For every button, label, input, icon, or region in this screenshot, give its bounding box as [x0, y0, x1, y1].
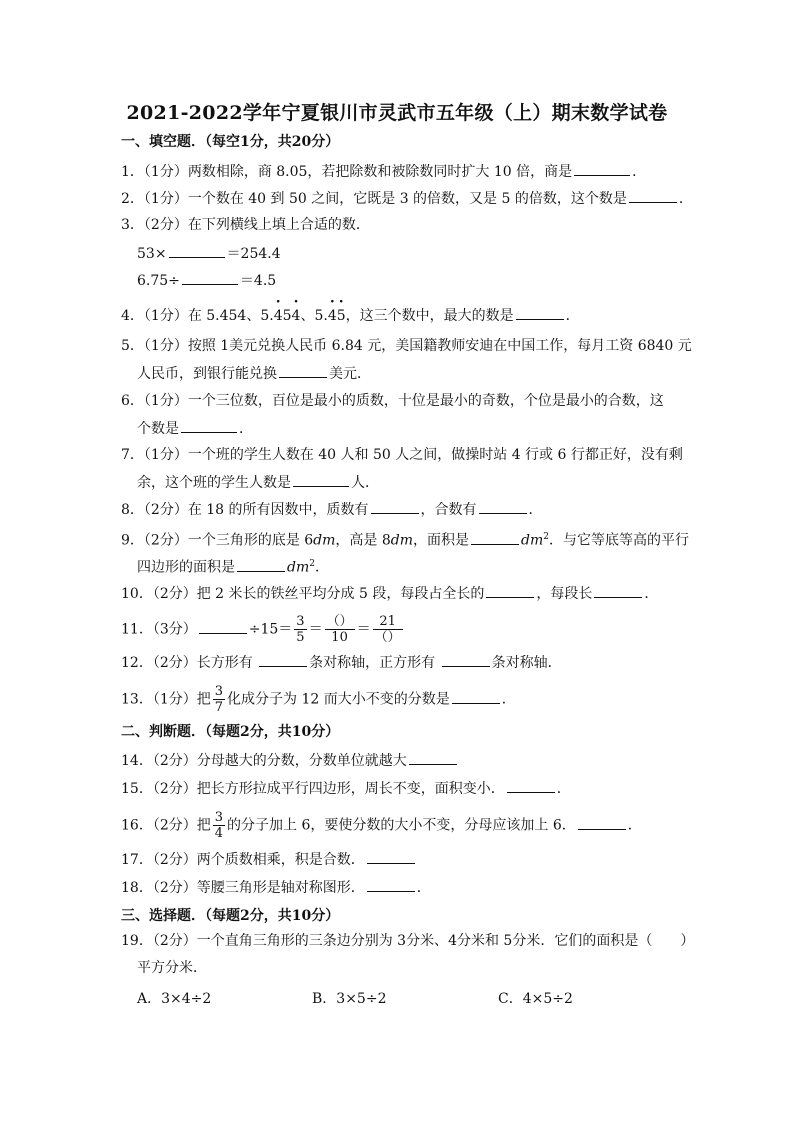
numerator: 3: [214, 810, 224, 825]
question-18: [121, 877, 431, 898]
text: ＝4.5: [239, 273, 277, 289]
text: 人民币，到银行能兑换: [137, 366, 277, 382]
repeating-digit: [327, 294, 337, 326]
answer-blank[interactable]: [486, 583, 534, 598]
question-10: [121, 583, 658, 604]
answer-blank[interactable]: [199, 619, 247, 634]
text: 6.75÷: [137, 273, 180, 289]
answer-blank[interactable]: [578, 815, 626, 830]
question-17: [121, 849, 417, 870]
repeating-digit: [273, 294, 283, 326]
unit: dm: [313, 532, 336, 549]
text: ．与它等底等高的平行: [549, 532, 690, 549]
question-7: 7．（1分）一个班的学生人数在 40 人和 50 人之间，做操时站 4 行或 6 行都正好，没有剩: [121, 447, 683, 463]
answer-blank[interactable]: [452, 689, 500, 704]
question-6: 6．（1分）一个三位数，百位是最小的质数，十位是最小的奇数，个位是最小的合数，这: [121, 393, 664, 409]
page-title: 2021-2022学年宁夏银川市灵武市五年级（上）期末数学试卷: [126, 102, 668, 124]
text: 条对称轴．: [491, 655, 562, 671]
repeating-digit: [291, 294, 301, 326]
text: ，高是 8: [335, 532, 391, 549]
denominator: 7: [214, 700, 224, 715]
answer-blank[interactable]: [507, 778, 555, 793]
punct: ．: [644, 586, 659, 602]
question-3: 3．（2分）在下列横线上填上合适的数．: [121, 217, 370, 233]
question-15-text: 15．（2分）把长方形拉成平行四边形，周长不变，面积变小．: [121, 781, 505, 797]
question-5-line-2: [137, 363, 371, 384]
question-7-line-2: [137, 472, 379, 493]
text: 、5.: [300, 308, 328, 324]
unit: dm: [521, 532, 544, 549]
digit: 4: [327, 308, 337, 324]
question-3-line-2: [137, 270, 276, 291]
question-5: 5．（1分）按照 1美元兑换人民币 6.84 元，美国籍教师安迪在中国工作，每月工资 6840 元: [121, 338, 692, 354]
answer-blank[interactable]: [594, 583, 642, 598]
text: 个数是: [137, 421, 179, 437]
question-12-text: 12．（2分）长方形有: [121, 655, 258, 671]
exponent: 2: [309, 559, 315, 569]
question-13-text: 13．（1分）把: [121, 691, 211, 708]
question-4-text: 4．（1分）在 5.454、5.: [121, 308, 274, 324]
equals: ＝: [356, 621, 371, 638]
question-19-line-2: 平方分米．: [137, 960, 207, 976]
repeat-dot: ·: [275, 294, 281, 310]
answer-blank[interactable]: [181, 418, 237, 433]
question-12: [121, 652, 562, 673]
punct: ．: [501, 691, 516, 708]
fraction: [373, 614, 403, 645]
option-b[interactable]: B．3×5÷2: [312, 991, 387, 1007]
question-14-text: 14．（2分）分母越大的分数，分数单位就越大: [121, 753, 407, 769]
answer-blank[interactable]: [629, 188, 677, 203]
punct: ．: [314, 559, 329, 576]
answer-blank[interactable]: [237, 557, 285, 572]
answer-blank[interactable]: [479, 499, 527, 514]
digit: 4: [273, 308, 283, 324]
question-8-text: 8．（2分）在 18 的所有因数中，质数有: [121, 502, 369, 518]
digit: 5: [336, 308, 346, 324]
answer-blank[interactable]: [409, 750, 457, 765]
text: 53×: [137, 246, 167, 262]
text: 的分子加上 6，要使分数的大小不变，分母应该加上 6．: [227, 817, 576, 834]
answer-blank[interactable]: [516, 305, 564, 320]
repeat-dot: ·: [293, 294, 299, 310]
question-3-line-1: [137, 243, 281, 264]
answer-blank[interactable]: [442, 652, 490, 667]
section-fill-blank-heading: 一、填空题．（每空1分，共20分）: [121, 134, 340, 150]
punct: ．: [556, 781, 571, 797]
fraction: [294, 614, 306, 645]
punct: ．: [678, 191, 693, 207]
repeat-dot: ·: [329, 294, 335, 310]
answer-blank[interactable]: [471, 530, 519, 545]
denominator: （）: [374, 630, 401, 645]
question-2-text: 2．（1分）一个数在 40 到 50 之间，它既是 3 的倍数，又是 5 的倍数，这个数是: [121, 191, 627, 207]
question-9-line-2: [137, 554, 329, 578]
question-1-text: 1．（1分）两数相除，商 8.05，若把除数和被除数同时扩大 10 倍，商是: [121, 164, 573, 180]
text: ÷15＝: [248, 621, 293, 638]
section-true-false-heading: 二、判断题．（每题2分，共10分）: [121, 724, 340, 740]
text: ，面积是: [413, 532, 470, 549]
denominator: 10: [331, 630, 348, 645]
numerator: （）: [326, 614, 353, 629]
question-2: [121, 188, 693, 209]
question-1: [121, 161, 646, 182]
answer-blank[interactable]: [259, 652, 307, 667]
question-9: [121, 527, 689, 551]
fraction: [213, 810, 225, 841]
repeating-digit: [336, 294, 346, 326]
text: 美元．: [329, 366, 371, 382]
section-choice-heading: 三、选择题．（每题2分，共10分）: [121, 908, 340, 924]
punct: ．: [416, 880, 431, 896]
question-11-text: 11．（3分）: [121, 621, 197, 638]
fraction: [213, 684, 225, 715]
question-17-text: 17．（2分）两个质数相乘，积是合数．: [121, 852, 365, 868]
question-14: [121, 750, 459, 771]
question-6-line-2: [137, 418, 253, 439]
answer-blank[interactable]: [367, 877, 415, 892]
option-a[interactable]: A．3×4÷2: [137, 991, 212, 1007]
digit: 4: [291, 308, 301, 324]
answer-blank[interactable]: [293, 472, 349, 487]
numerator: 3: [296, 614, 305, 629]
question-16: [121, 810, 642, 841]
question-16-text: 16．（2分）把: [121, 817, 211, 834]
exponent: 2: [543, 532, 550, 542]
question-8: [121, 499, 543, 520]
punct: ．: [632, 164, 647, 180]
question-18-text: 18．（2分）等腰三角形是轴对称图形．: [121, 880, 365, 896]
text: 四边形的面积是: [137, 559, 235, 576]
question-4: [121, 294, 580, 326]
answer-blank[interactable]: [279, 363, 327, 378]
question-13: [121, 684, 516, 715]
numerator: 21: [373, 614, 403, 630]
text: ，合数有: [420, 502, 477, 518]
question-15: [121, 778, 571, 799]
unit: dm: [287, 559, 310, 576]
answer-blank[interactable]: [371, 499, 419, 514]
punct: ．: [565, 308, 580, 324]
answer-blank[interactable]: [169, 243, 225, 258]
answer-blank[interactable]: [574, 161, 630, 176]
punct: ．: [627, 817, 642, 834]
answer-blank[interactable]: [182, 270, 238, 285]
text: ，每段长: [536, 586, 593, 602]
repeat-dot: ·: [338, 294, 344, 310]
numerator: 3: [214, 684, 224, 699]
text: 余，这个班的学生人数是: [137, 475, 291, 491]
equals: ＝: [308, 621, 323, 638]
answer-blank[interactable]: [367, 849, 415, 864]
punct: ．: [239, 421, 253, 437]
text: ＝254.4: [226, 246, 281, 262]
text: 条对称轴，正方形有: [309, 655, 440, 671]
text: 人．: [351, 475, 379, 491]
question-19: 19．（2分）一个直角三角形的三条边分别为 3分米、4分米和 5分米．它们的面积是（ ）: [121, 933, 695, 949]
digit: 5: [282, 308, 292, 324]
denominator: 4: [214, 826, 224, 841]
option-c[interactable]: C．4×5÷2: [498, 991, 573, 1007]
unit: dm: [390, 532, 414, 549]
punct: ．: [528, 502, 543, 518]
question-10-text: 10．（2分）把 2 米长的铁丝平均分成 5 段，每段占全长的: [121, 586, 485, 602]
question-11: [121, 614, 405, 645]
question-9-text: 9．（2分）一个三角形的底是 6: [121, 532, 314, 549]
text: ，这三个数中，最大的数是: [345, 308, 514, 324]
fraction: [325, 614, 355, 645]
denominator: 5: [296, 630, 305, 645]
text: 化成分子为 12 而大小不变的分数是: [227, 691, 450, 708]
